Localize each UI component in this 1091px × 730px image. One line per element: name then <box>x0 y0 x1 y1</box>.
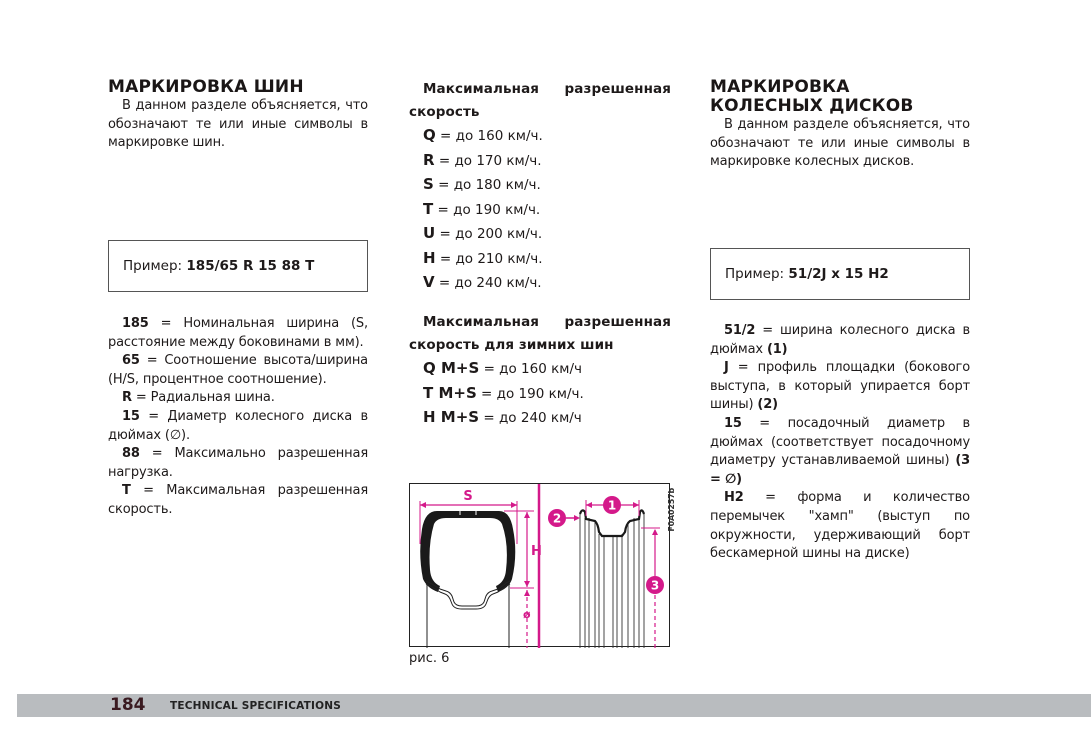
tire-definition: 88 = Максимально разрешенная нагрузка. <box>108 446 368 480</box>
tire-example-label: Пример: <box>123 258 183 274</box>
wheel-marking-title: МАРКИРОВКА КОЛЕСНЫХ ДИСКОВ <box>710 77 914 116</box>
tire-marking-intro: В данном разделе объясняется, что обозначают те или иные символы в маркировке шин. <box>108 98 368 151</box>
svg-text:ø: ø <box>523 608 531 621</box>
speed-section <box>409 78 671 296</box>
speed-item: V = до 240 км/ч. <box>423 273 542 291</box>
winter-speed-section <box>409 311 671 431</box>
tire-definition: 15 = Диаметр колесного диска в дюймах (∅). <box>108 408 368 443</box>
wheel-definition: 15 = посадочный диаметр в дюймах (соответствует посадочному диаметру устанавливаемой шины) (3 = ∅) <box>710 415 970 487</box>
wheel-example-label: Пример: <box>725 266 785 282</box>
winter-speed-title: Максимальная разрешенная скорость для зимних шин <box>409 314 671 353</box>
svg-text:H: H <box>531 544 542 559</box>
tire-wheel-diagram <box>409 483 670 647</box>
figure-code: F0A0257b <box>667 488 676 532</box>
svg-text:3: 3 <box>650 578 660 593</box>
winter-speed-item: T M+S = до 190 км/ч. <box>423 383 584 402</box>
speed-item: T = до 190 км/ч. <box>423 199 541 218</box>
wheel-definition: 51/2 = ширина колесного диска в дюймах (1) <box>710 323 970 357</box>
tire-wheel-illustration <box>410 484 671 648</box>
winter-speed-item: Q M+S = до 160 км/ч <box>423 359 582 377</box>
wheel-definition: J = профиль площадки (бокового выступа, в который упирается борт шины) (2) <box>710 360 970 413</box>
speed-list <box>409 124 671 296</box>
tire-definition: T = Максимальная разрешенная скорость. <box>108 483 368 517</box>
speed-item: Q = до 160 км/ч. <box>423 126 543 144</box>
section-title: TECHNICAL SPECIFICATIONS <box>170 700 341 712</box>
wheel-example-box <box>710 248 970 300</box>
speed-item: U = до 200 км/ч. <box>423 224 543 242</box>
speed-item: H = до 210 км/ч. <box>423 248 543 267</box>
wheel-definitions <box>710 322 970 564</box>
page-number: 184 <box>110 695 146 715</box>
speed-item: S = до 180 км/ч. <box>423 175 541 193</box>
wheel-marking-intro: В данном разделе объясняется, что обозначают те или иные символы в маркировке колесных дисков. <box>710 117 970 170</box>
winter-speed-item: H M+S = до 240 км/ч <box>423 408 582 426</box>
winter-speed-list <box>409 357 671 431</box>
tire-definition: R = Радиальная шина. <box>122 390 275 406</box>
tire-example-value: 185/65 R 15 88 T <box>186 258 315 274</box>
tire-marking-section <box>108 78 368 153</box>
svg-text:2: 2 <box>552 511 562 526</box>
tire-example-box <box>108 240 368 292</box>
figure-caption: рис. 6 <box>409 651 450 666</box>
svg-text:1: 1 <box>607 498 617 513</box>
tire-definition: 65 = Соотношение высота/ширина (H/S, процентное соотношение). <box>108 353 368 387</box>
speed-title: Максимальная разрешенная скорость <box>409 81 671 120</box>
tire-definitions <box>108 315 368 520</box>
speed-item: R = до 170 км/ч. <box>423 150 542 169</box>
tire-marking-title: МАРКИРОВКА ШИН <box>108 77 304 97</box>
wheel-marking-section <box>710 78 970 172</box>
wheel-definition: H2 = форма и количество перемычек "хамп" (выступ по окружности, удерживающий борт бескамерной шины на диске) <box>710 490 970 562</box>
svg-text:S: S <box>463 489 473 504</box>
tire-definition: 185 = Номинальная ширина (S, расстояние между боковинами в мм). <box>108 316 368 350</box>
wheel-example-value: 51/2J x 15 H2 <box>788 266 889 282</box>
